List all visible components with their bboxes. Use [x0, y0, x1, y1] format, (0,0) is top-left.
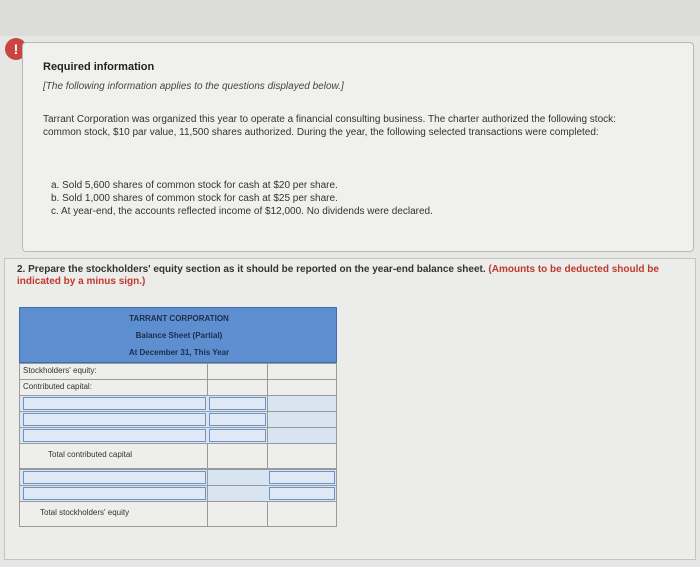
sheet-header	[19, 307, 337, 363]
table-row	[19, 427, 337, 444]
transaction-item: b. Sold 1,000 shares of common stock for cash at $25 per share.	[51, 193, 338, 204]
required-information-panel	[22, 42, 694, 252]
question-note: (Amounts to be deducted should be indicated by a minus sign.)	[17, 264, 659, 287]
account-input[interactable]	[23, 397, 206, 410]
info-paragraph: Tarrant Corporation was organized this year to operate a financial consulting business. The charter authorized the following stock: common stock, $10 par value, 11,500 shares authorized. During the year, the following selected transactions were completed:	[43, 114, 616, 138]
amount-input[interactable]	[209, 397, 266, 410]
table-row	[19, 485, 337, 502]
transaction-item: c. At year-end, the accounts reflected income of $12,000. No dividends were declared.	[51, 206, 433, 217]
table-row	[19, 469, 337, 486]
question-prompt: Prepare the stockholders' equity section as it should be reported on the year-end balance sheet.	[28, 264, 486, 275]
row-total-contributed	[19, 443, 337, 469]
amount-input[interactable]	[209, 429, 266, 442]
row-stockholders-equity	[19, 363, 337, 380]
amount-input[interactable]	[269, 471, 335, 484]
amount-input[interactable]	[269, 487, 335, 500]
amount-input[interactable]	[209, 413, 266, 426]
account-input[interactable]	[23, 413, 206, 426]
row-label: Total stockholders' equity	[40, 508, 130, 517]
question-panel	[4, 258, 696, 560]
row-label: Stockholders' equity:	[23, 366, 97, 375]
transaction-item: a. Sold 5,600 shares of common stock for cash at $20 per share.	[51, 180, 338, 191]
row-total-equity	[19, 501, 337, 527]
account-input[interactable]	[23, 429, 206, 442]
info-subtitle: [The following information applies to the questions displayed below.]	[43, 81, 344, 92]
account-input[interactable]	[23, 487, 206, 500]
table-row	[19, 395, 337, 412]
row-contributed-capital	[19, 379, 337, 396]
top-strip	[0, 0, 700, 36]
question-number: 2.	[17, 264, 26, 275]
transaction-list	[51, 179, 611, 218]
account-input[interactable]	[23, 471, 206, 484]
row-label: Contributed capital:	[23, 382, 92, 391]
sheet-date: At December 31, This Year	[128, 348, 230, 357]
info-title: Required information	[43, 61, 155, 73]
balance-sheet	[19, 307, 337, 559]
question-text	[17, 264, 689, 288]
sheet-title: Balance Sheet (Partial)	[135, 331, 223, 340]
company-name: TARRANT CORPORATION	[129, 314, 229, 323]
table-row	[19, 411, 337, 428]
alert-icon: !	[5, 38, 27, 60]
row-label: Total contributed capital	[48, 450, 133, 459]
